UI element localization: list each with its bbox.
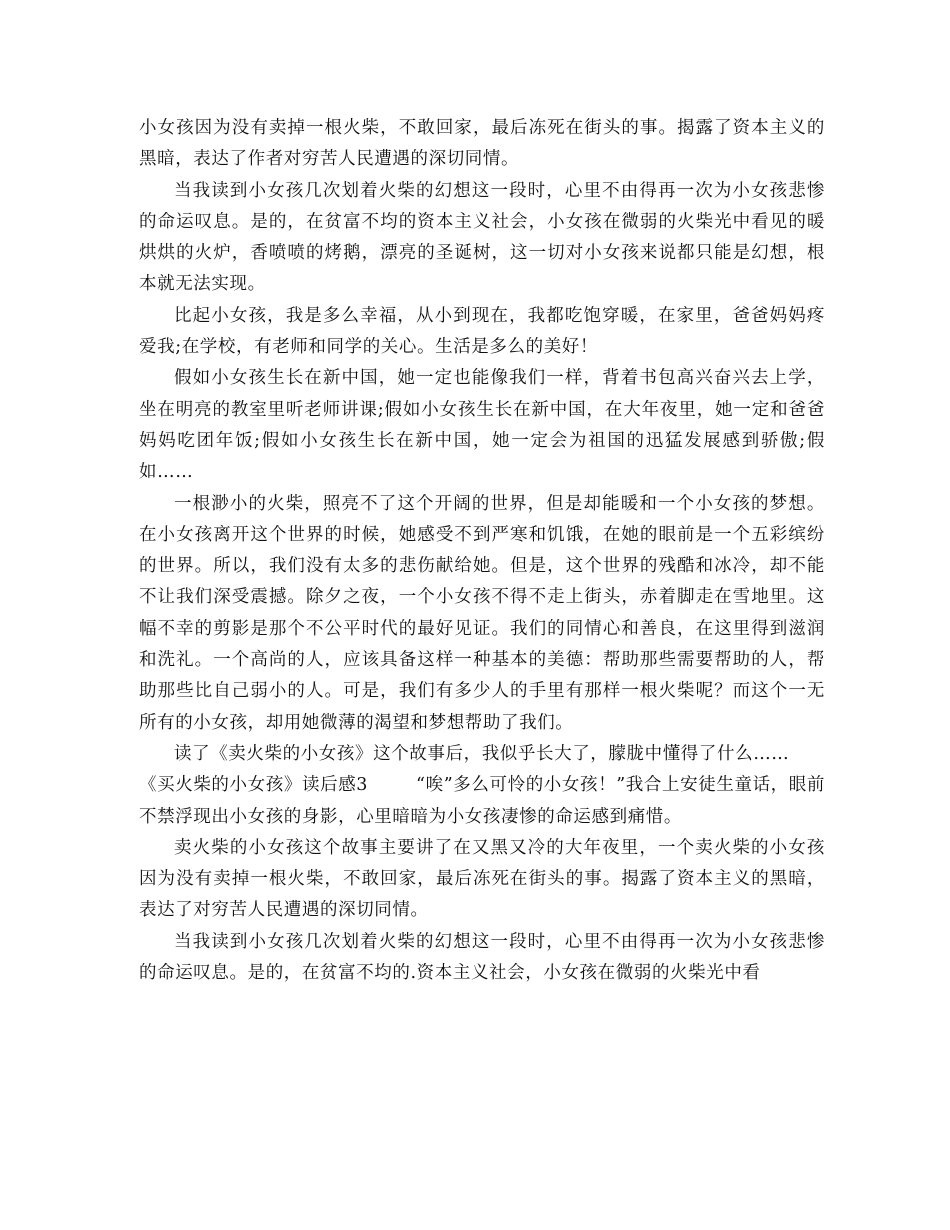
paragraph-4: 假如小女孩生长在新中国，她一定也能像我们一样，背着书包高兴奋兴去上学，坐在明亮的教室里听老师讲课;假如小女孩生长在新中国，在大年夜里，她一定和爸爸妈妈吃团年饭;假如小女孩生长在新中国，她一定会为祖国的迅猛发展感到骄傲;假如…… [139, 368, 825, 483]
paragraph-7 [139, 770, 825, 833]
paragraph-1: 小女孩因为没有卖掉一根火柴，不敢回家，最后冻死在街头的事。揭露了资本主义的黑暗，表达了作者对穷苦人民遭遇的深切同情。 [139, 118, 825, 170]
paragraph-8: 卖火柴的小女孩这个故事主要讲了在又黑又冷的大年夜里，一个卖火柴的小女孩因为没有卖掉一根火柴，不敢回家，最后冻死在街头的事。揭露了资本主义的黑暗，表达了对穷苦人民遭遇的深切同情。 [139, 837, 825, 921]
paragraph-3: 比起小女孩，我是多么幸福，从小到现在，我都吃饱穿暖，在家里，爸爸妈妈疼爱我;在学校，有老师和同学的关心。生活是多么的美好！ [139, 305, 825, 358]
document-body [139, 113, 825, 989]
paragraph-2: 当我读到小女孩几次划着火柴的幻想这一段时，心里不由得再一次为小女孩悲惨的命运叹息。是的，在贫富不均的资本主义社会，小女孩在微弱的火柴光中看见的暖烘烘的火炉，香喷喷的烤鹅，漂亮的圣诞树，这一切对小女孩来说都只能是幻想，根本就无法实现。 [139, 180, 825, 295]
paragraph-9: 当我读到小女孩几次划着火柴的幻想这一段时，心里不由得再一次为小女孩悲惨的命运叹息。是的，在贫富不均的.资本主义社会，小女孩在微弱的火柴光中看 [139, 931, 825, 984]
paragraph-5: 一根渺小的火柴，照亮不了这个开阔的世界，但是却能暖和一个小女孩的梦想。在小女孩离开这个世界的时候，她感受不到严寒和饥饿，在她的眼前是一个五彩缤纷的世界。所以，我们没有太多的悲伤献给她。但是，这个世界的残酷和冰冷，却不能不让我们深受震撼。除夕之夜，一个小女孩不得不走上街头，赤着脚走在雪地里。这幅不幸的剪影是那个不公平时代的最好见证。我们的同情心和善良，在这里得到滋润和洗礼。一个高尚的人，应该具备这样一种基本的美德：帮助那些需要帮助的人，帮助那些比自己弱小的人。可是，我们有多少人的手里有那样一根火柴呢？而这个一无所有的小女孩，却用她微薄的渴望和梦想帮助了我们。 [139, 493, 825, 733]
paragraph-7-text: “唉”多么可怜的小女孩！”我合上安徒生童话，眼前不禁浮现出小女孩的身影，心里暗暗为小女孩凄惨的命运感到痛惜。 [139, 775, 825, 827]
essay-heading: 《买火柴的小女孩》读后感3 [139, 775, 369, 796]
paragraph-6: 读了《卖火柴的小女孩》这个故事后，我似乎长大了，朦胧中懂得了什么…… [174, 743, 790, 764]
